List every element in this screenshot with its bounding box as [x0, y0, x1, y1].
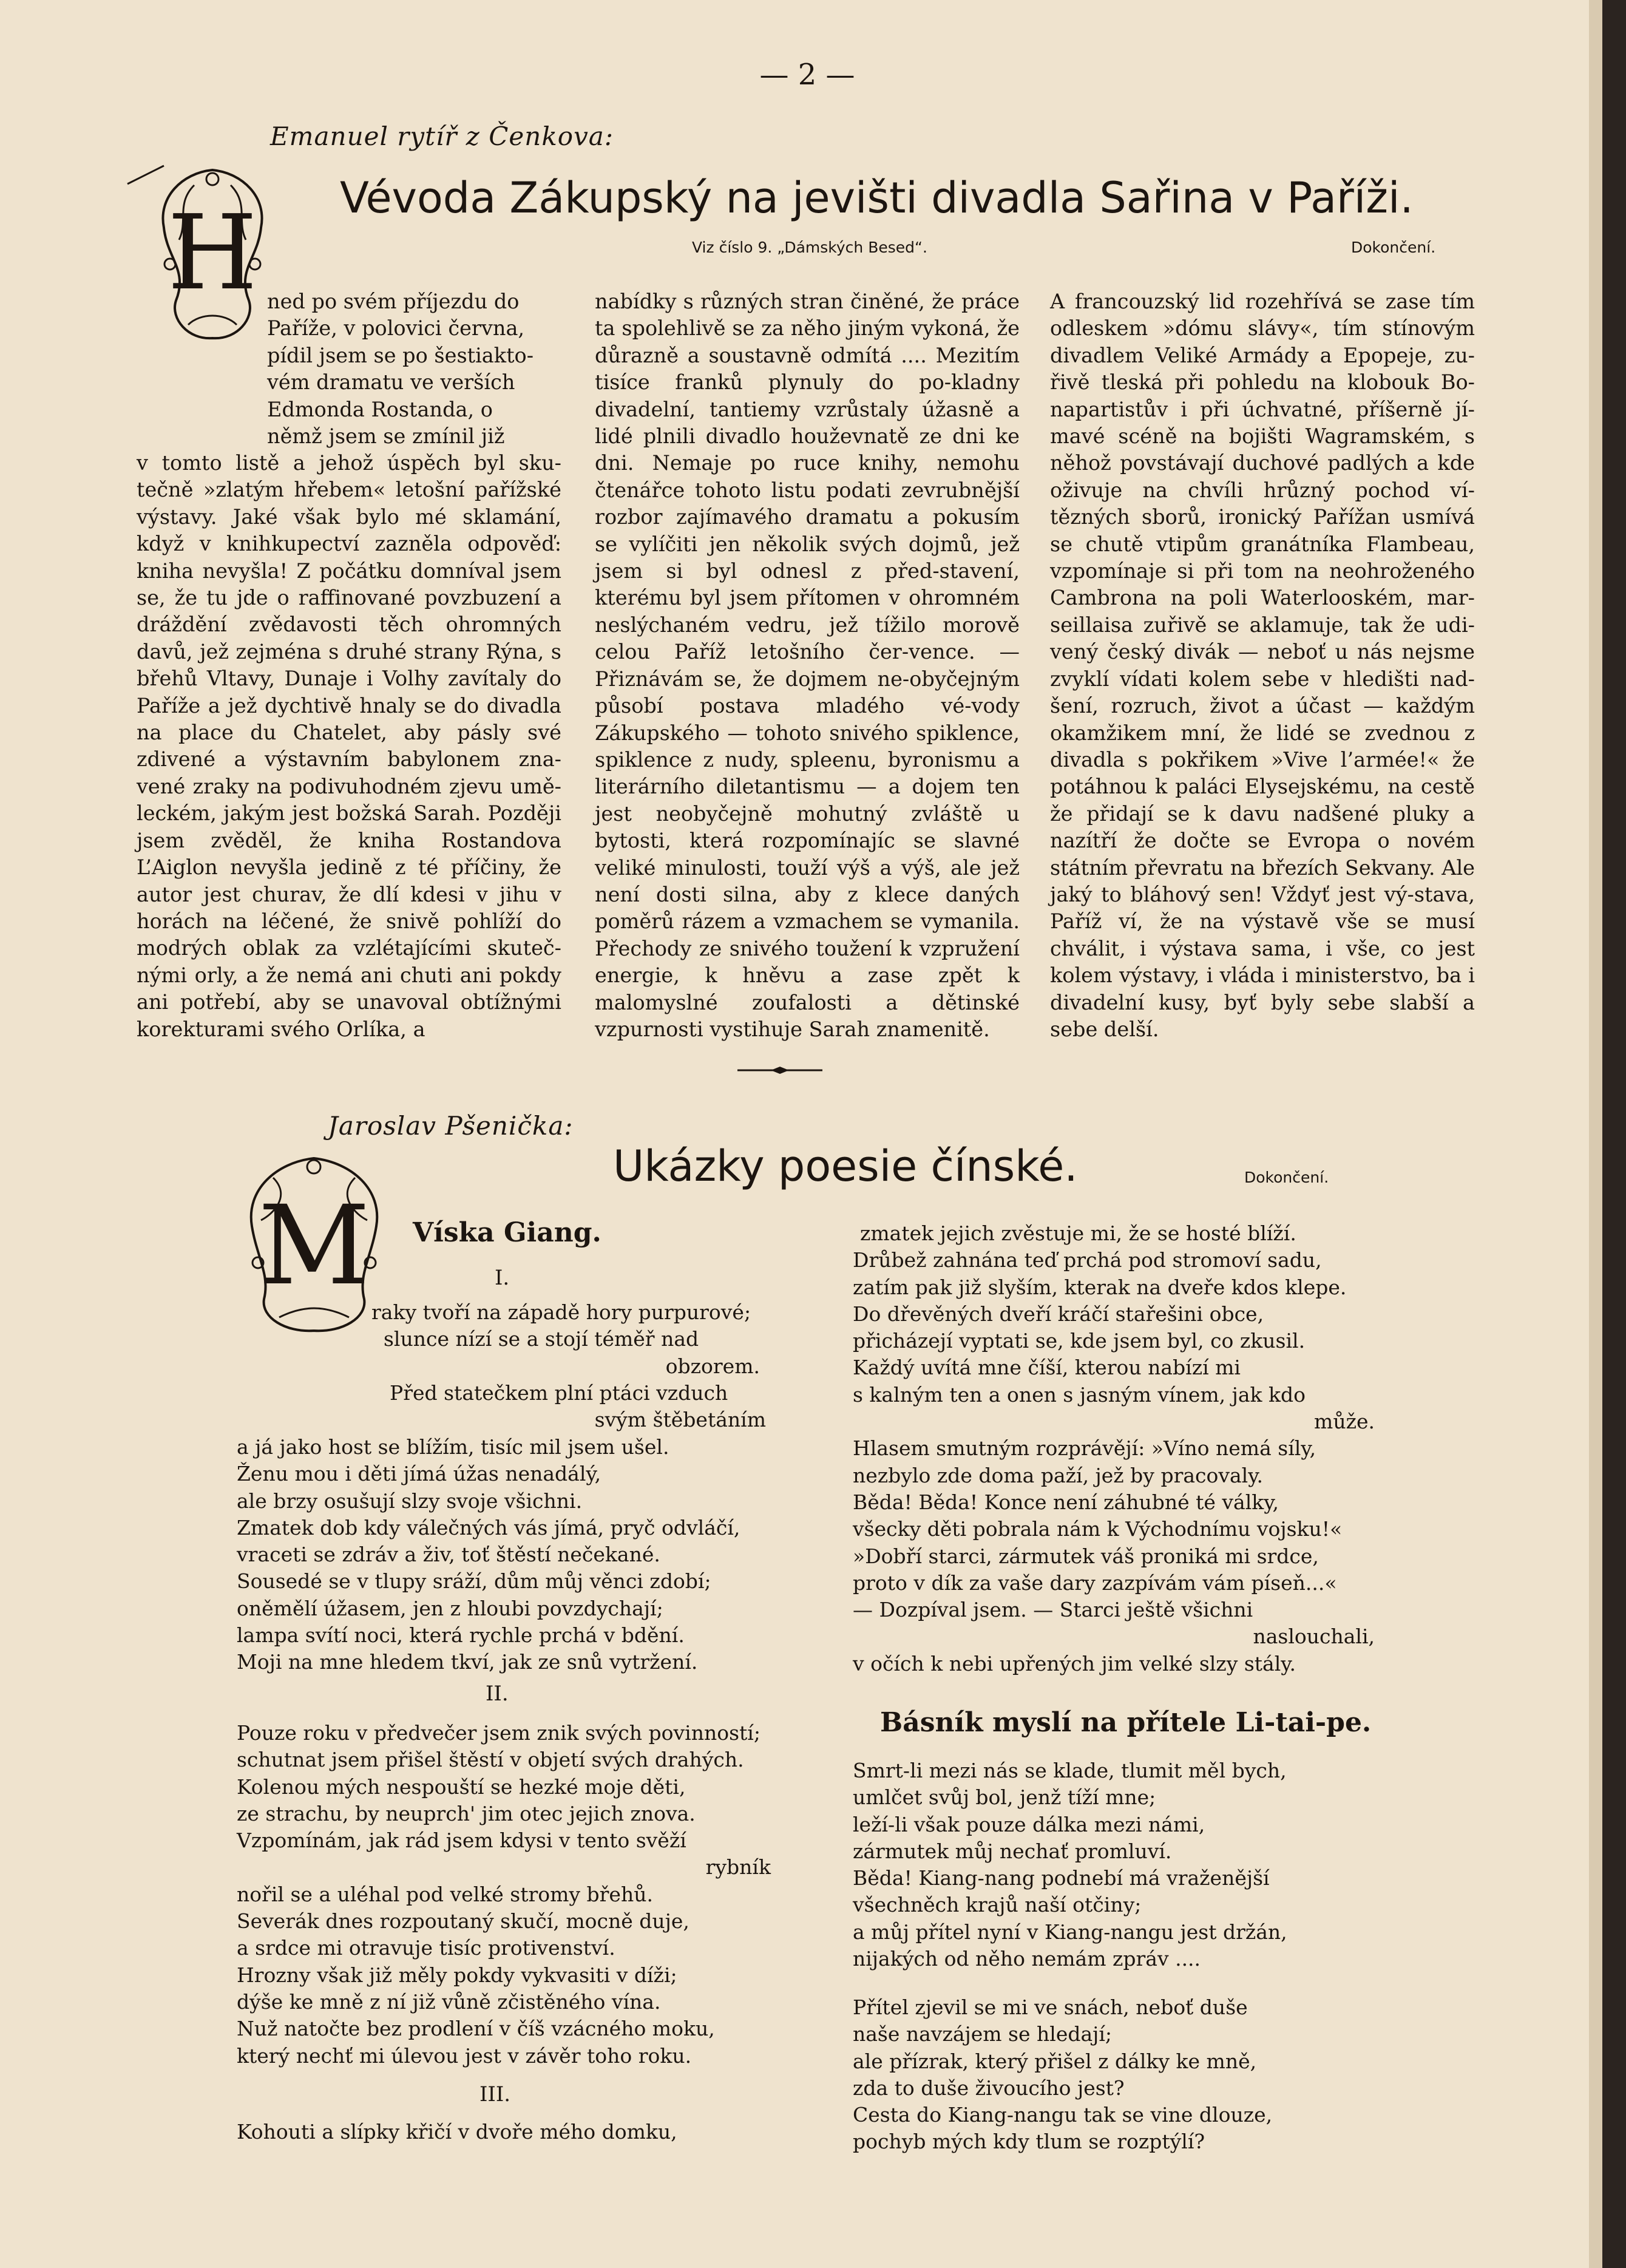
binding-edge — [1602, 0, 1626, 2268]
verse-line: v očích k nebi upřených jim velké slzy stály. — [853, 1651, 1296, 1676]
verse-line: a já jako host se blížím, tisíc mil jsem ušel. — [237, 1435, 669, 1459]
poem1-title: Víska Giang. — [413, 1217, 601, 1248]
verse-line: Nuž natočte bez prodlení v číš vzácného moku, — [237, 2017, 715, 2041]
poem1-part3 — [237, 2119, 783, 2145]
verse-line: schutnat jsem přišel štěstí v objetí svých drahých. — [237, 1748, 744, 1772]
page-number: — 2 — — [759, 58, 855, 92]
ornamental-drop-cap-h — [152, 167, 273, 343]
article1-title: Vévoda Zákupský na jevišti divadla Sařina v Paříži. — [340, 173, 1414, 223]
article1-continued-note: Dokončení. — [1351, 239, 1436, 256]
verse-line: ale přízrak, který přišel z dálky ke mně, — [853, 2049, 1257, 2073]
verse-line: a srdce mi otravuje tisíc protivenství. — [237, 1936, 615, 1960]
verse-line: Kolenou mých nespouští se hezké moje děti, — [237, 1774, 686, 1799]
drop-cap-letter: M — [258, 1183, 370, 1309]
article1-col2: nabídky s různých stran činěné, že práce ta spolehlivě se za něho jiným vykoná, že důrazně a soustavně odmítá .... Mezitím tisíce franků plynuly do po-kladny divadelní, tantiemy vzrůstaly úžasně a lidé plnili divadlo houževnatě ze dni ke dni. Nemaje po ruce knihy, nemohu čtenářce tohoto listu podati zevrubnější rozbor zajímavého dramatu a pokusím se vylíčiti jen několik svých dojmů, jež jsem si byl odnesl z před-stavení, kterému byl jsem přítomen v ohromném neslýchaném vedru, jež tížilo morově celou Paříž letošního čer-vence. — Přiznávám se, že dojmem ne-obyčejným působí postava mladého vé-vody Zákupského — tohoto snivého spiklence, spiklence z nudy, spleenu, byronismu a literárního diletantismu — a dojem ten jest neobyčejně mohutný zvláště u bytosti, která rozpomínajíc se slavné veliké minulosti, touží výš a výš, ale jež není dosti silna, aby z klece daných poměrů rázem a vzmachem se vymanila. Přechody ze snivého toužení k vzpružení energie, k hněvu a zase zpět k malomyslné zoufalosti a dětinské vzpurnosti vystihuje Sarah znamenitě. — [595, 290, 1020, 1041]
verse-line: Ženu mou i děti jímá úžas nenadálý, — [237, 1462, 601, 1486]
poem1-part-numeral: III. — [479, 2082, 511, 2107]
poem1-right-column — [853, 1220, 1387, 1677]
poem1-part2 — [237, 1720, 783, 2069]
verse-line: zmatek jejich zvěstuje mi, že se hosté blíží. — [860, 1221, 1296, 1245]
text-line: ned po svém příjezdu do — [267, 290, 520, 313]
verse-line: zatím pak již slyším, kterak na dveře kdos klepe. — [853, 1275, 1347, 1299]
article1-author: Emanuel rytíř z Čenkova: — [270, 121, 614, 151]
verse-line: může. — [1314, 1410, 1375, 1434]
verse-line: proto v dík za vaše dary zazpívám vám píseň...« — [853, 1570, 1337, 1595]
verse-line: leží-li však pouze dálka mezi námi, — [853, 1812, 1205, 1836]
verse-line: vraceti se zdráv a živ, toť štěstí nečekané. — [237, 1543, 660, 1567]
verse-line: Sousedé se v tlupy sráží, dům můj věnci zdobí; — [237, 1569, 711, 1594]
verse-line: pochyb mých kdy tlum se rozptýlí? — [853, 2130, 1205, 2154]
drop-cap-letter: H — [167, 193, 258, 313]
verse-line: dýše ke mně z ní již vůně zčistěného vína. — [237, 1989, 661, 2014]
poem1-part1-indented — [371, 1299, 796, 1433]
article2-author: Jaroslav Pšenička: — [328, 1111, 574, 1141]
poem2-title: Básník myslí na přítele Li-tai-pe. — [880, 1707, 1372, 1738]
poem1-part-numeral: II. — [486, 1682, 509, 1706]
text-line: Paříže, v polovici června, — [267, 316, 525, 341]
verse-line: Cesta do Kiang-nangu tak se vine dlouze, — [853, 2103, 1273, 2127]
verse-line: Do dřevěných dveří kráčí stařešini obce, — [853, 1302, 1264, 1326]
article1-reference-note: Viz číslo 9. „Dámských Besed“. — [692, 239, 927, 256]
verse-line: naslouchali, — [1253, 1625, 1375, 1649]
verse-line: Drůbež zahnána teď prchá pod stromoví sadu, — [853, 1248, 1322, 1272]
article2-continued-note: Dokončení. — [1244, 1169, 1329, 1186]
verse-line: Přítel zjevil se mi ve snách, neboť duše — [853, 1995, 1248, 2019]
verse-line: Zmatek dob kdy válečných vás jímá, pryč odvláčí, — [237, 1515, 740, 1540]
verse-line: Hlasem smutným rozprávějí: »Víno nemá síly, — [853, 1436, 1316, 1461]
verse-line: ze strachu, by neuprch' jim otec jejich znova. — [237, 1801, 696, 1825]
text-line: Edmonda Rostanda, o — [267, 397, 493, 421]
verse-line: Běda! Kiang-nang podnebí má vraženější — [853, 1866, 1270, 1890]
verse-line: slunce nízí se a stojí téměř nad — [384, 1327, 699, 1351]
verse-line: s kalným ten a onen s jasným vínem, jak kdo — [853, 1382, 1306, 1407]
verse-line: Severák dnes rozpoutaný skučí, mocně duje, — [237, 1909, 689, 1934]
verse-line: Moji na mne hledem tkví, jak ze snů vytržení. — [237, 1650, 698, 1674]
verse-line: obzorem. — [665, 1354, 760, 1378]
poem1-part-numeral: I. — [495, 1266, 510, 1290]
poem2-stanza1 — [853, 1757, 1387, 1972]
verse-line: umlčet svůj bol, jenž tíží mne; — [853, 1785, 1156, 1810]
poem2-stanza2 — [853, 1994, 1387, 2156]
verse-line: Vzpomínám, jak rád jsem kdysi v tento svěží — [237, 1828, 686, 1853]
verse-line: všechněch krajů naší otčiny; — [853, 1893, 1142, 1917]
verse-line: Smrt-li mezi nás se klade, tlumit měl bych, — [853, 1759, 1287, 1782]
verse-line: zda to duše živoucího jest? — [853, 2076, 1125, 2100]
verse-line: svým štěbetáním — [594, 1408, 766, 1432]
verse-line: »Dobří starci, zármutek váš proniká mi srdce, — [853, 1544, 1319, 1568]
verse-line: Hrozny však již měly pokdy vykvasiti v díži; — [237, 1963, 677, 1987]
section-divider — [737, 1065, 822, 1075]
article1-col1-indented — [267, 288, 561, 450]
verse-line: nijakých od něho nemám zpráv .... — [853, 1947, 1201, 1971]
poem1-part1-rest — [237, 1434, 783, 1676]
verse-line: naše navzájem se hledají; — [853, 2022, 1113, 2046]
verse-line: zármutek můj nechať promluví. — [853, 1839, 1172, 1863]
verse-line: ale brzy osušují slzy svoje všichni. — [237, 1489, 583, 1513]
ornamental-drop-cap-m — [237, 1153, 391, 1336]
verse-line: Kohouti a slípky křičí v dvoře mého domku, — [237, 2120, 677, 2144]
verse-line: a můj přítel nyní v Kiang-nangu jest držán, — [853, 1920, 1287, 1944]
verse-line: lampa svítí noci, která rychle prchá v bdění. — [237, 1623, 685, 1648]
verse-line: raky tvoří na západě hory purpurové; — [371, 1300, 751, 1324]
verse-line: oněmělí úžasem, jen z hloubi povzdychají; — [237, 1596, 663, 1620]
verse-line: Pouze roku v předvečer jsem znik svých povinností; — [237, 1721, 760, 1745]
verse-line: který nechť mi úlevou jest v závěr toho roku. — [237, 2043, 692, 2068]
article1-col3: A francouzský lid rozehřívá se zase tím odleskem »dómu slávy«, tím stínovým divadlem Veliké Armády a Epopeje, zu-řivě tleská při pohledu na klobouk Bo-napartistův i při úchvatné, příšerně jí-mavé scéně na bojišti Wagramském, s něhož povstávají duchové padlých a kde oživuje na chvíli hrůzný pochod ví-tězných sborů, ironický Pařížan usmívá se chutě vtipům granátníka Flambeau, vzpomínaje si při tom na neohroženého Cambrona na poli Waterlooském, mar-seillaisa zuřivě se aklamuje, tak že udi-vený český divák — neboť u nás nejsme zvyklí vídati kolem sebe v hledišti nad-šení, rozruch, život a účast — každým okamžikem mní, že lidé se zvednou z divadla s pokřikem »Vive l’armée!« že potáhnou k paláci Elysejskému, na cestě že přidají se k davu nadšené pluky a nazítří že dočte se Evropa o novém státním převratu na březích Sekvany. Ale jaký to bláhový sen! Vždyť jest vý-stava, Paříž ví, že na výstavě vše se musí chválit, i výstava sama, i vše, co jest kolem výstavy, i vláda i ministerstvo, ba i divadelní kusy, byť byly sebe slabší a sebe delší. — [1050, 290, 1475, 1041]
verse-line: Každý uvítá mne číší, kterou nabízí mi — [853, 1356, 1241, 1380]
article2-title: Ukázky poesie čínské. — [613, 1141, 1078, 1191]
verse-line: — Dozpíval jsem. — Starci ještě všichni — [853, 1598, 1253, 1622]
verse-line: Běda! Běda! Konce není záhubné té války, — [853, 1490, 1279, 1514]
verse-line: nezbylo zde doma paží, jež by pracovaly. — [853, 1463, 1263, 1487]
verse-line: rybník — [705, 1855, 771, 1879]
article1-col1: v tomto listě a jehož úspěch byl sku-tečně »zlatým hřebem« letošní pařížské výstavy. Jaké však bylo mé sklamání, když v knihkupectví zazněla odpověď: kniha nevyšla! Z počátku domníval jsem se, že tu jde o raffinované povzbuzení a dráždění zvědavosti těch ohromných davů, jež zejména s druhé strany Rýna, s břehů Vltavy, Dunaje i Volhy zavítaly do Paříže a jež dychtivě hnaly se do divadla na place du Chatelet, aby pásly své zdivené a výstavním babylonem zna-vené zraky na podivuhodném zjevu umě-leckém, jakým jest božská Sarah. Později jsem zvěděl, že kniha Rostandova L’Aiglon nevyšla jedině z té příčiny, že autor jest churav, že dlí kdesi v jihu v horách na léčené, že snivě pohlíží do modrých oblak za vzlétajícími skuteč-nými orly, a že nemá ani chuti ani pokdy ani potřebí, aby se unavoval obtížnými korekturami svého Orlíka, a — [137, 451, 561, 1041]
text-line: vém dramatu ve verších — [267, 370, 515, 395]
text-line: pídil jsem se po šestiakto- — [267, 343, 534, 367]
verse-line: nořil se a uléhal pod velké stromy břehů. — [237, 1882, 653, 1906]
text-line: němž jsem se zmínil již — [267, 424, 505, 449]
verse-line: všecky děti pobrala nám k Východnímu vojsku!« — [853, 1517, 1343, 1541]
verse-line: přicházejí vyptati se, kde jsem byl, co zkusil. — [853, 1329, 1306, 1353]
verse-line: Před statečkem plní ptáci vzduch — [390, 1380, 728, 1405]
page-edge — [1589, 0, 1604, 2268]
